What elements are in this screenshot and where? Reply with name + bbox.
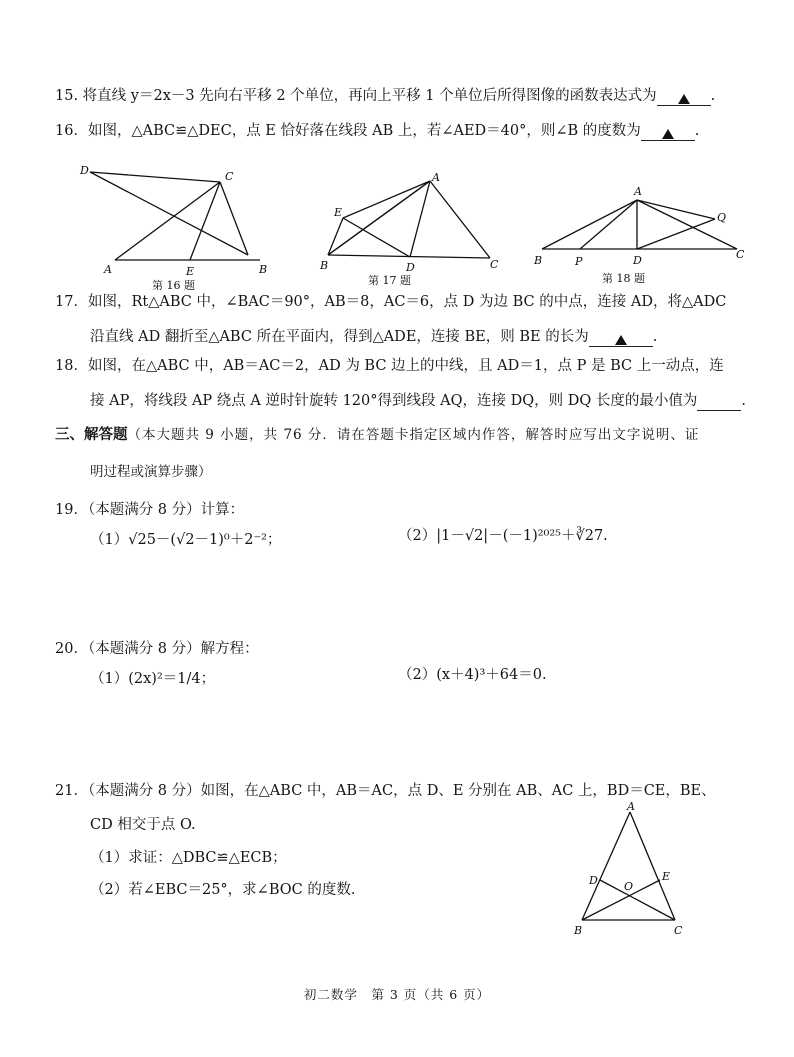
- question-19-part-1-expression: √25－(√2－1)⁰＋2⁻²；: [128, 532, 282, 548]
- question-15: 15. 将直线 y＝2x－3 先向右平移 2 个单位，再向上平移 1 个单位后所得图像的函数表达式为 .: [55, 88, 716, 104]
- label-D: D: [633, 254, 642, 267]
- figure-18-caption: 第 18 题: [602, 272, 645, 285]
- answer-blank-18: [697, 394, 741, 411]
- label-D: D: [406, 261, 415, 274]
- question-15-text: 15. 将直线 y＝2x－3 先向右平移 2 个单位，再向上平移 1 个单位后所得图像的函数表达式为: [55, 88, 657, 104]
- label-C: C: [490, 258, 499, 271]
- question-18-line-1: 18．如图，在△ABC 中，AB＝AC＝2，AD 为 BC 边上的中线，且 AD＝1，点 P 是 BC 上一动点，连: [55, 358, 724, 374]
- question-20-part-1: （1）(2x)²＝1/4；: [90, 671, 216, 687]
- section-3-note-2: 明过程或演算步骤）: [90, 464, 212, 480]
- label-E: E: [662, 870, 671, 883]
- label-A: A: [627, 800, 635, 813]
- question-17-line-1: 17．如图，Rt△ABC 中，∠BAC＝90°，AB＝8，AC＝6，点 D 为边 BC 的中点，连接 AD，将△ADC: [55, 294, 727, 310]
- answer-blank-16: [641, 124, 695, 141]
- section-3-note: （本大题共 9 小题，共 76 分．请在答题卡指定区域内作答，解答时应写出文字说明、证: [127, 427, 700, 443]
- label-P: P: [575, 255, 583, 268]
- question-16: 16．如图，△ABC≌△DEC，点 E 恰好落在线段 AB 上，若∠AED＝40°，则∠B 的度数为 .: [55, 123, 700, 139]
- question-21-part-1: （1）求证：△DBC≌△ECB；: [90, 850, 287, 866]
- figure-21: [570, 800, 690, 940]
- label-E: E: [334, 206, 343, 219]
- triangle-marker-icon: [662, 129, 674, 139]
- question-19-part-2-expression: |1－√2|－(－1)²⁰²⁵＋∛27.: [436, 528, 608, 544]
- question-21-line-2: CD 相交于点 O.: [90, 817, 196, 833]
- label-B: B: [320, 259, 329, 272]
- figure-16: [70, 160, 280, 295]
- label-B: B: [259, 263, 268, 276]
- triangle-marker-icon: [615, 335, 627, 345]
- label-A: A: [104, 263, 112, 276]
- label-A: A: [634, 185, 642, 198]
- label-D: D: [589, 874, 598, 887]
- question-16-text: 16．如图，△ABC≌△DEC，点 E 恰好落在线段 AB 上，若∠AED＝40°，则∠B 的度数为: [55, 123, 641, 139]
- question-21-line-1: 21．（本题满分 8 分）如图，在△ABC 中，AB＝AC，点 D、E 分别在 AB、AC 上，BD＝CE，BE、: [55, 783, 716, 799]
- figure-17: [318, 165, 518, 290]
- question-19-part-1: （1）√25－(√2－1)⁰＋2⁻²；: [90, 532, 282, 548]
- question-20-part-2-expression: (x＋4)³＋64＝0.: [436, 667, 547, 683]
- question-19-part-2: （2）|1－√2|－(－1)²⁰²⁵＋∛27.: [398, 528, 608, 544]
- label-B: B: [534, 254, 543, 267]
- label-C: C: [225, 170, 234, 183]
- label-C: C: [736, 248, 745, 261]
- answer-blank-17: [589, 330, 653, 347]
- label-A: A: [432, 171, 440, 184]
- question-21-part-2: （2）若∠EBC＝25°，求∠BOC 的度数.: [90, 882, 356, 898]
- figure-17-caption: 第 17 题: [368, 274, 411, 287]
- question-18-line-2: 接 AP，将线段 AP 绕点 A 逆时针旋转 120°得到线段 AQ，连接 DQ，则 DQ 长度的最小值为 .: [90, 393, 746, 409]
- figure-18: [532, 182, 757, 292]
- label-Q: Q: [717, 211, 727, 224]
- label-O: O: [624, 880, 634, 893]
- question-20-heading: 20．（本题满分 8 分）解方程：: [55, 641, 259, 657]
- section-3-title: 三、解答题: [55, 426, 128, 443]
- label-D: D: [80, 164, 89, 177]
- question-20-part-2: （2）(x＋4)³＋64＝0.: [398, 667, 547, 683]
- label-E: E: [186, 265, 195, 278]
- question-20-part-1-expression: (2x)²＝1/4；: [128, 671, 216, 687]
- figure-16-caption: 第 16 题: [152, 279, 195, 292]
- label-B: B: [574, 924, 583, 937]
- answer-blank-15: [657, 89, 711, 106]
- question-19-heading: 19．（本题满分 8 分）计算：: [55, 502, 245, 518]
- question-17-line-2: 沿直线 AD 翻折至△ABC 所在平面内，得到△ADE，连接 BE，则 BE 的长为 .: [90, 329, 658, 345]
- triangle-marker-icon: [678, 94, 690, 104]
- page-footer: 初二数学 第 3 页（共 6 页）: [303, 987, 491, 1002]
- label-C: C: [674, 924, 683, 937]
- section-3-heading: [55, 425, 699, 445]
